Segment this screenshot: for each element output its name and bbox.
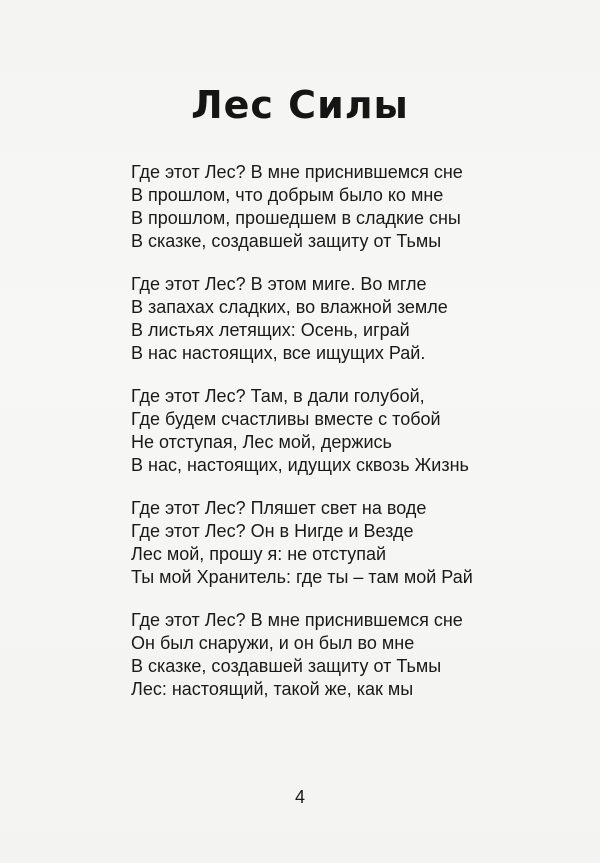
- poem-title: Лес Силы: [191, 83, 409, 127]
- stanza: [131, 609, 551, 701]
- poem-line: Лес: настоящий, такой же, как мы: [131, 679, 414, 699]
- poem-line: В запахах сладких, во влажной земле: [131, 297, 448, 317]
- poem-line: Лес мой, прошу я: не отступай: [131, 544, 387, 564]
- poem-line: Где будем счастливы вместе с тобой: [131, 409, 441, 429]
- stanza: [131, 497, 551, 589]
- poem-line: В нас настоящих, все ищущих Рай.: [131, 343, 426, 363]
- poem-line: Где этот Лес? Там, в дали голубой,: [131, 386, 425, 406]
- poem-line: Где этот Лес? Он в Нигде и Везде: [131, 521, 414, 541]
- page-number: 4: [294, 787, 305, 807]
- poem-line: Не отступая, Лес мой, держись: [131, 432, 392, 452]
- poem-line: В нас, настоящих, идущих сквозь Жизнь: [131, 455, 469, 475]
- poem-line: Он был снаружи, и он был во мне: [131, 633, 415, 653]
- poem-line: Где этот Лес? Пляшет свет на воде: [131, 498, 427, 518]
- poem-line: В прошлом, прошедшем в сладкие сны: [131, 208, 461, 228]
- poem-line: В сказке, создавшей защиту от Тьмы: [131, 656, 442, 676]
- stanza: [131, 161, 551, 253]
- poem-line: Где этот Лес? В мне приснившемся сне: [131, 610, 463, 630]
- poem-line: Ты мой Хранитель: где ты – там мой Рай: [131, 567, 473, 587]
- poem-body: [131, 161, 551, 721]
- poem-line: В листьях летящих: Осень, играй: [131, 320, 410, 340]
- poem-line: В сказке, создавшей защиту от Тьмы: [131, 231, 442, 251]
- poem-line: В прошлом, что добрым было ко мне: [131, 185, 444, 205]
- stanza: [131, 385, 551, 477]
- stanza: [131, 273, 551, 365]
- poem-line: Где этот Лес? В этом миге. Во мгле: [131, 274, 427, 294]
- poem-line: Где этот Лес? В мне приснившемся сне: [131, 162, 463, 182]
